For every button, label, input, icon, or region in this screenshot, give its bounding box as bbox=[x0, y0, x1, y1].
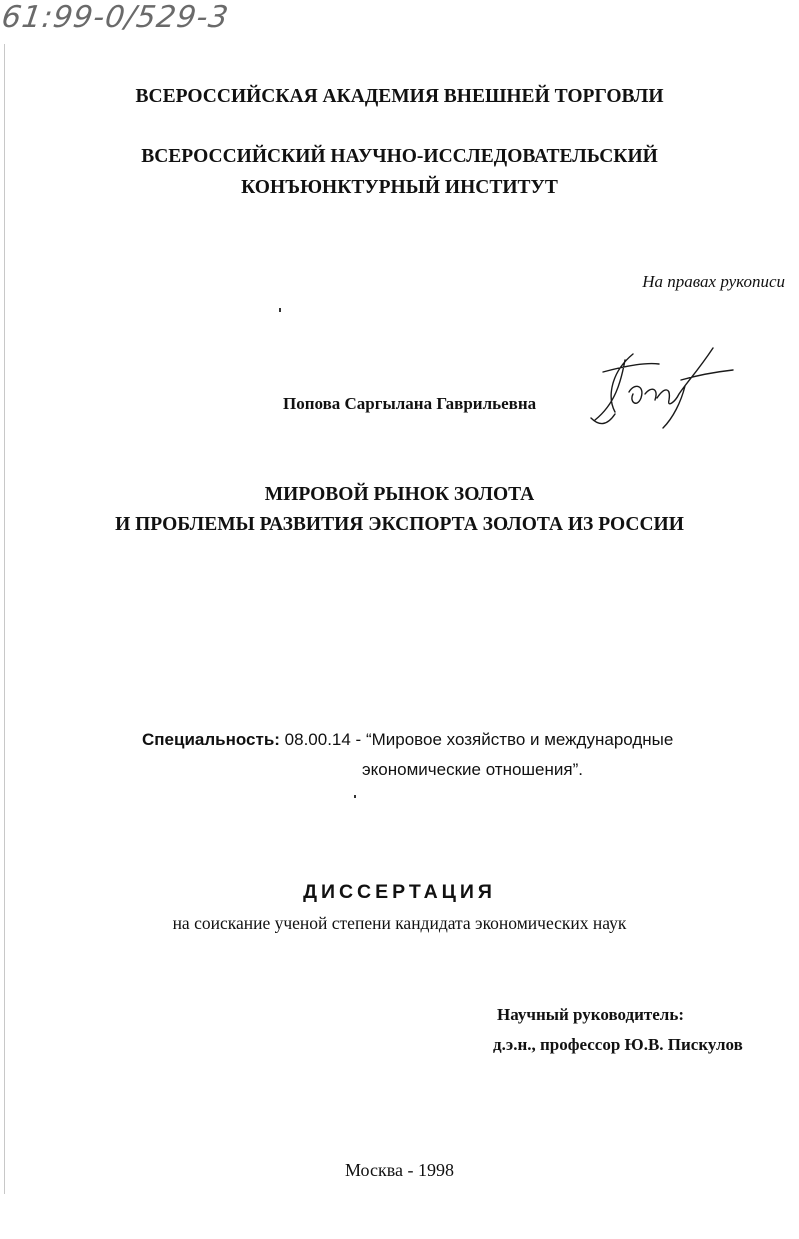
institute-name-line1: ВСЕРОССИЙСКИЙ НАУЧНО-ИССЛЕДОВАТЕЛЬСКИЙ bbox=[141, 146, 658, 167]
specialty-label: Специальность: bbox=[142, 730, 280, 749]
dissertation-heading: ДИССЕРТАЦИЯ bbox=[303, 881, 496, 903]
specialty-line1 bbox=[142, 730, 673, 750]
specialty-text: 08.00.14 - “Мировое хозяйство и международные bbox=[279, 730, 674, 749]
supervisor-name: д.э.н., профессор Ю.В. Пискулов bbox=[493, 1035, 743, 1054]
rights-note: На правах рукописи bbox=[642, 272, 785, 291]
institute-name-line2: КОНЪЮНКТУРНЫЙ ИНСТИТУТ bbox=[241, 177, 558, 198]
author-name: Попова Саргылана Гаврильевна bbox=[283, 394, 537, 413]
author-signature bbox=[585, 342, 735, 432]
archive-stamp: 61:99-0/529-3 bbox=[0, 0, 232, 35]
city-year: Москва - 1998 bbox=[345, 1160, 454, 1180]
page-edge-line bbox=[4, 44, 5, 1194]
specialty-line2: экономические отношения”. bbox=[362, 760, 583, 779]
dissertation-subtitle: на соискание ученой степени кандидата экономических наук bbox=[172, 913, 627, 933]
supervisor-label: Научный руководитель: bbox=[497, 1005, 684, 1024]
scan-speck bbox=[354, 795, 356, 798]
dissertation-title-line2: И ПРОБЛЕМЫ РАЗВИТИЯ ЭКСПОРТА ЗОЛОТА ИЗ РОССИИ bbox=[115, 514, 684, 535]
academy-name: ВСЕРОССИЙСКАЯ АКАДЕМИЯ ВНЕШНЕЙ ТОРГОВЛИ bbox=[135, 86, 664, 107]
scan-speck bbox=[279, 308, 281, 312]
dissertation-title-line1: МИРОВОЙ РЫНОК ЗОЛОТА bbox=[264, 484, 535, 505]
